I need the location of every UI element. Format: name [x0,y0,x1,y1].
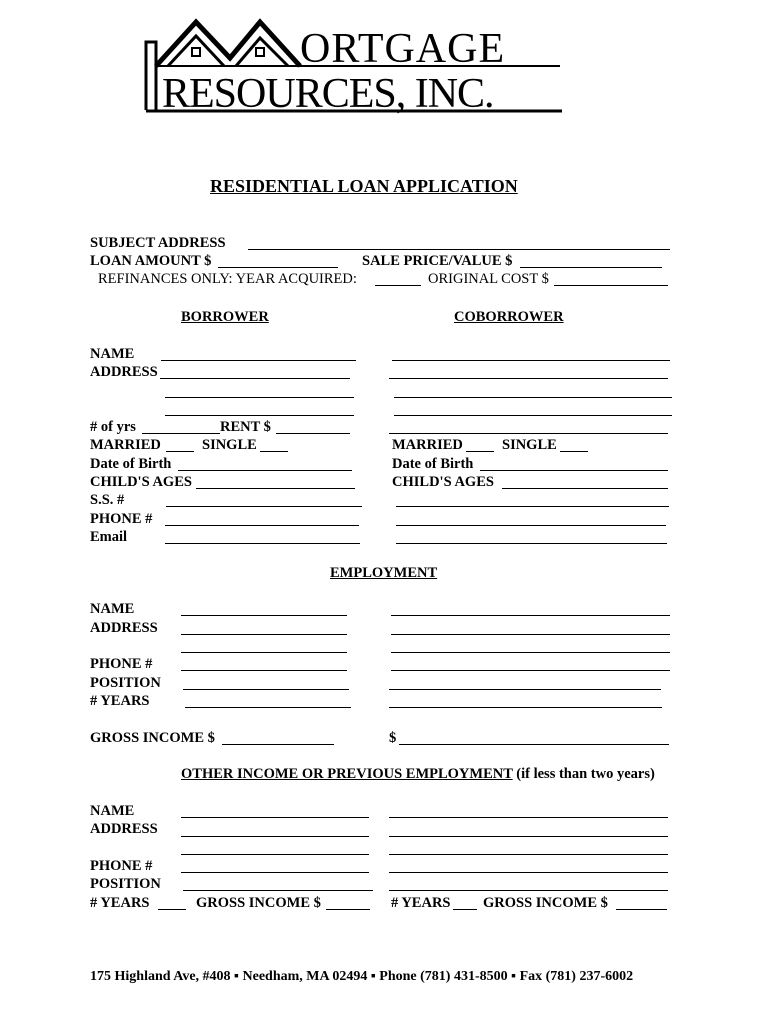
company-logo [140,14,570,118]
employment-gross-income-field[interactable] [222,744,334,745]
other-gross-income-label: GROSS INCOME $ [196,895,321,911]
other-position-field[interactable] [183,890,373,891]
borrower-header: BORROWER [181,309,269,325]
employment-address-line2[interactable] [181,652,347,653]
co-other-years-label: # YEARS [391,895,451,911]
other-phone-label: PHONE # [90,858,153,874]
employment-address-label: ADDRESS [90,620,158,636]
co-other-gross-income-field[interactable] [616,909,667,910]
borrower-childs-ages-label: CHILD'S AGES [90,474,192,490]
employment-years-field[interactable] [185,707,351,708]
borrower-name-field[interactable] [161,360,356,361]
borrower-single-field[interactable] [260,451,288,452]
employment-gross-income-label: GROSS INCOME $ [90,730,215,746]
co-other-position-field[interactable] [389,890,668,891]
borrower-rent-field[interactable] [276,433,350,434]
borrower-ss-field[interactable] [166,506,362,507]
other-address-line2[interactable] [181,854,369,855]
borrower-address-line3[interactable] [165,415,354,416]
borrower-rent-label: RENT $ [220,419,271,435]
borrower-address-field[interactable] [160,378,350,379]
other-address-field[interactable] [181,836,369,837]
co-employment-gross-income-label: $ [389,730,397,746]
coborrower-address-line2[interactable] [394,397,672,398]
borrower-married-label: MARRIED [90,437,161,453]
subject-address-label: SUBJECT ADDRESS [90,235,226,251]
co-other-address-line2[interactable] [389,854,668,855]
co-other-years-field[interactable] [453,909,477,910]
borrower-ss-label: S.S. # [90,492,125,508]
coborrower-childs-ages-field[interactable] [502,488,668,489]
borrower-email-field[interactable] [165,543,360,544]
other-name-label: NAME [90,803,135,819]
borrower-phone-field[interactable] [165,525,359,526]
co-employment-phone-field[interactable] [391,670,670,671]
coborrower-single-label: SINGLE [502,437,557,453]
co-employment-address-field[interactable] [391,634,670,635]
co-employment-name-field[interactable] [391,615,670,616]
employment-name-field[interactable] [181,615,347,616]
co-employment-gross-income-field[interactable] [399,744,669,745]
coborrower-name-field[interactable] [392,360,670,361]
employment-header: EMPLOYMENT [330,565,438,581]
original-cost-label: ORIGINAL COST $ [428,271,549,287]
employment-years-label: # YEARS [90,693,150,709]
coborrower-dob-field[interactable] [480,470,668,471]
year-acquired-field[interactable] [375,285,421,286]
coborrower-years-rent-field[interactable] [389,433,668,434]
borrower-childs-ages-field[interactable] [196,488,355,489]
borrower-email-label: Email [90,529,128,545]
borrower-single-label: SINGLE [202,437,257,453]
borrower-address-label: ADDRESS [90,364,158,380]
other-position-label: POSITION [90,876,161,892]
employment-phone-label: PHONE # [90,656,153,672]
other-income-heading [181,766,655,783]
sale-price-field[interactable] [520,267,662,268]
coborrower-email-field[interactable] [396,543,667,544]
other-years-field[interactable] [158,909,186,910]
co-other-phone-field[interactable] [389,872,668,873]
other-name-field[interactable] [181,817,369,818]
logo-line1: ORTGAGE [300,26,506,72]
coborrower-phone-field[interactable] [396,525,666,526]
other-years-label: # YEARS [90,895,150,911]
employment-phone-field[interactable] [181,670,347,671]
other-income-header: OTHER INCOME OR PREVIOUS EMPLOYMENT [181,766,513,782]
other-gross-income-field[interactable] [326,909,370,910]
sale-price-label: SALE PRICE/VALUE $ [362,253,513,269]
borrower-married-field[interactable] [166,451,194,452]
co-other-name-field[interactable] [389,817,668,818]
employment-position-field[interactable] [183,689,349,690]
borrower-dob-field[interactable] [178,470,352,471]
coborrower-married-label: MARRIED [392,437,463,453]
coborrower-address-field[interactable] [389,378,668,379]
borrower-phone-label: PHONE # [90,511,153,527]
original-cost-field[interactable] [554,285,668,286]
page-title: RESIDENTIAL LOAN APPLICATION [210,176,518,196]
borrower-years-label: # of yrs [90,419,136,435]
borrower-name-label: NAME [90,346,135,362]
co-employment-address-line2[interactable] [391,652,670,653]
subject-address-field[interactable] [248,249,670,250]
coborrower-header: COBORROWER [454,309,564,325]
borrower-address-line2[interactable] [165,397,354,398]
other-address-label: ADDRESS [90,821,158,837]
other-income-note: (if less than two years) [512,766,655,782]
other-phone-field[interactable] [181,872,369,873]
refinance-label: REFINANCES ONLY: YEAR ACQUIRED: [98,271,357,287]
loan-amount-label: LOAN AMOUNT $ [90,253,212,269]
coborrower-address-line3[interactable] [394,415,672,416]
coborrower-ss-field[interactable] [396,506,669,507]
employment-name-label: NAME [90,601,135,617]
borrower-years-field[interactable] [142,433,220,434]
borrower-dob-label: Date of Birth [90,456,172,472]
employment-position-label: POSITION [90,675,161,691]
co-employment-years-field[interactable] [389,707,662,708]
coborrower-married-field[interactable] [466,451,494,452]
coborrower-single-field[interactable] [560,451,588,452]
co-other-address-field[interactable] [389,836,668,837]
co-other-gross-income-label: GROSS INCOME $ [483,895,608,911]
logo-line2: RESOURCES, INC. [162,71,494,117]
loan-amount-field[interactable] [218,267,338,268]
coborrower-dob-label: Date of Birth [392,456,474,472]
co-employment-position-field[interactable] [389,689,661,690]
employment-address-field[interactable] [181,634,347,635]
footer-contact: 175 Highland Ave, #408 ▪ Needham, MA 02494 ▪ Phone (781) 431-8500 ▪ Fax (781) 237-6002 [90,969,634,984]
coborrower-childs-ages-label: CHILD'S AGES [392,474,494,490]
